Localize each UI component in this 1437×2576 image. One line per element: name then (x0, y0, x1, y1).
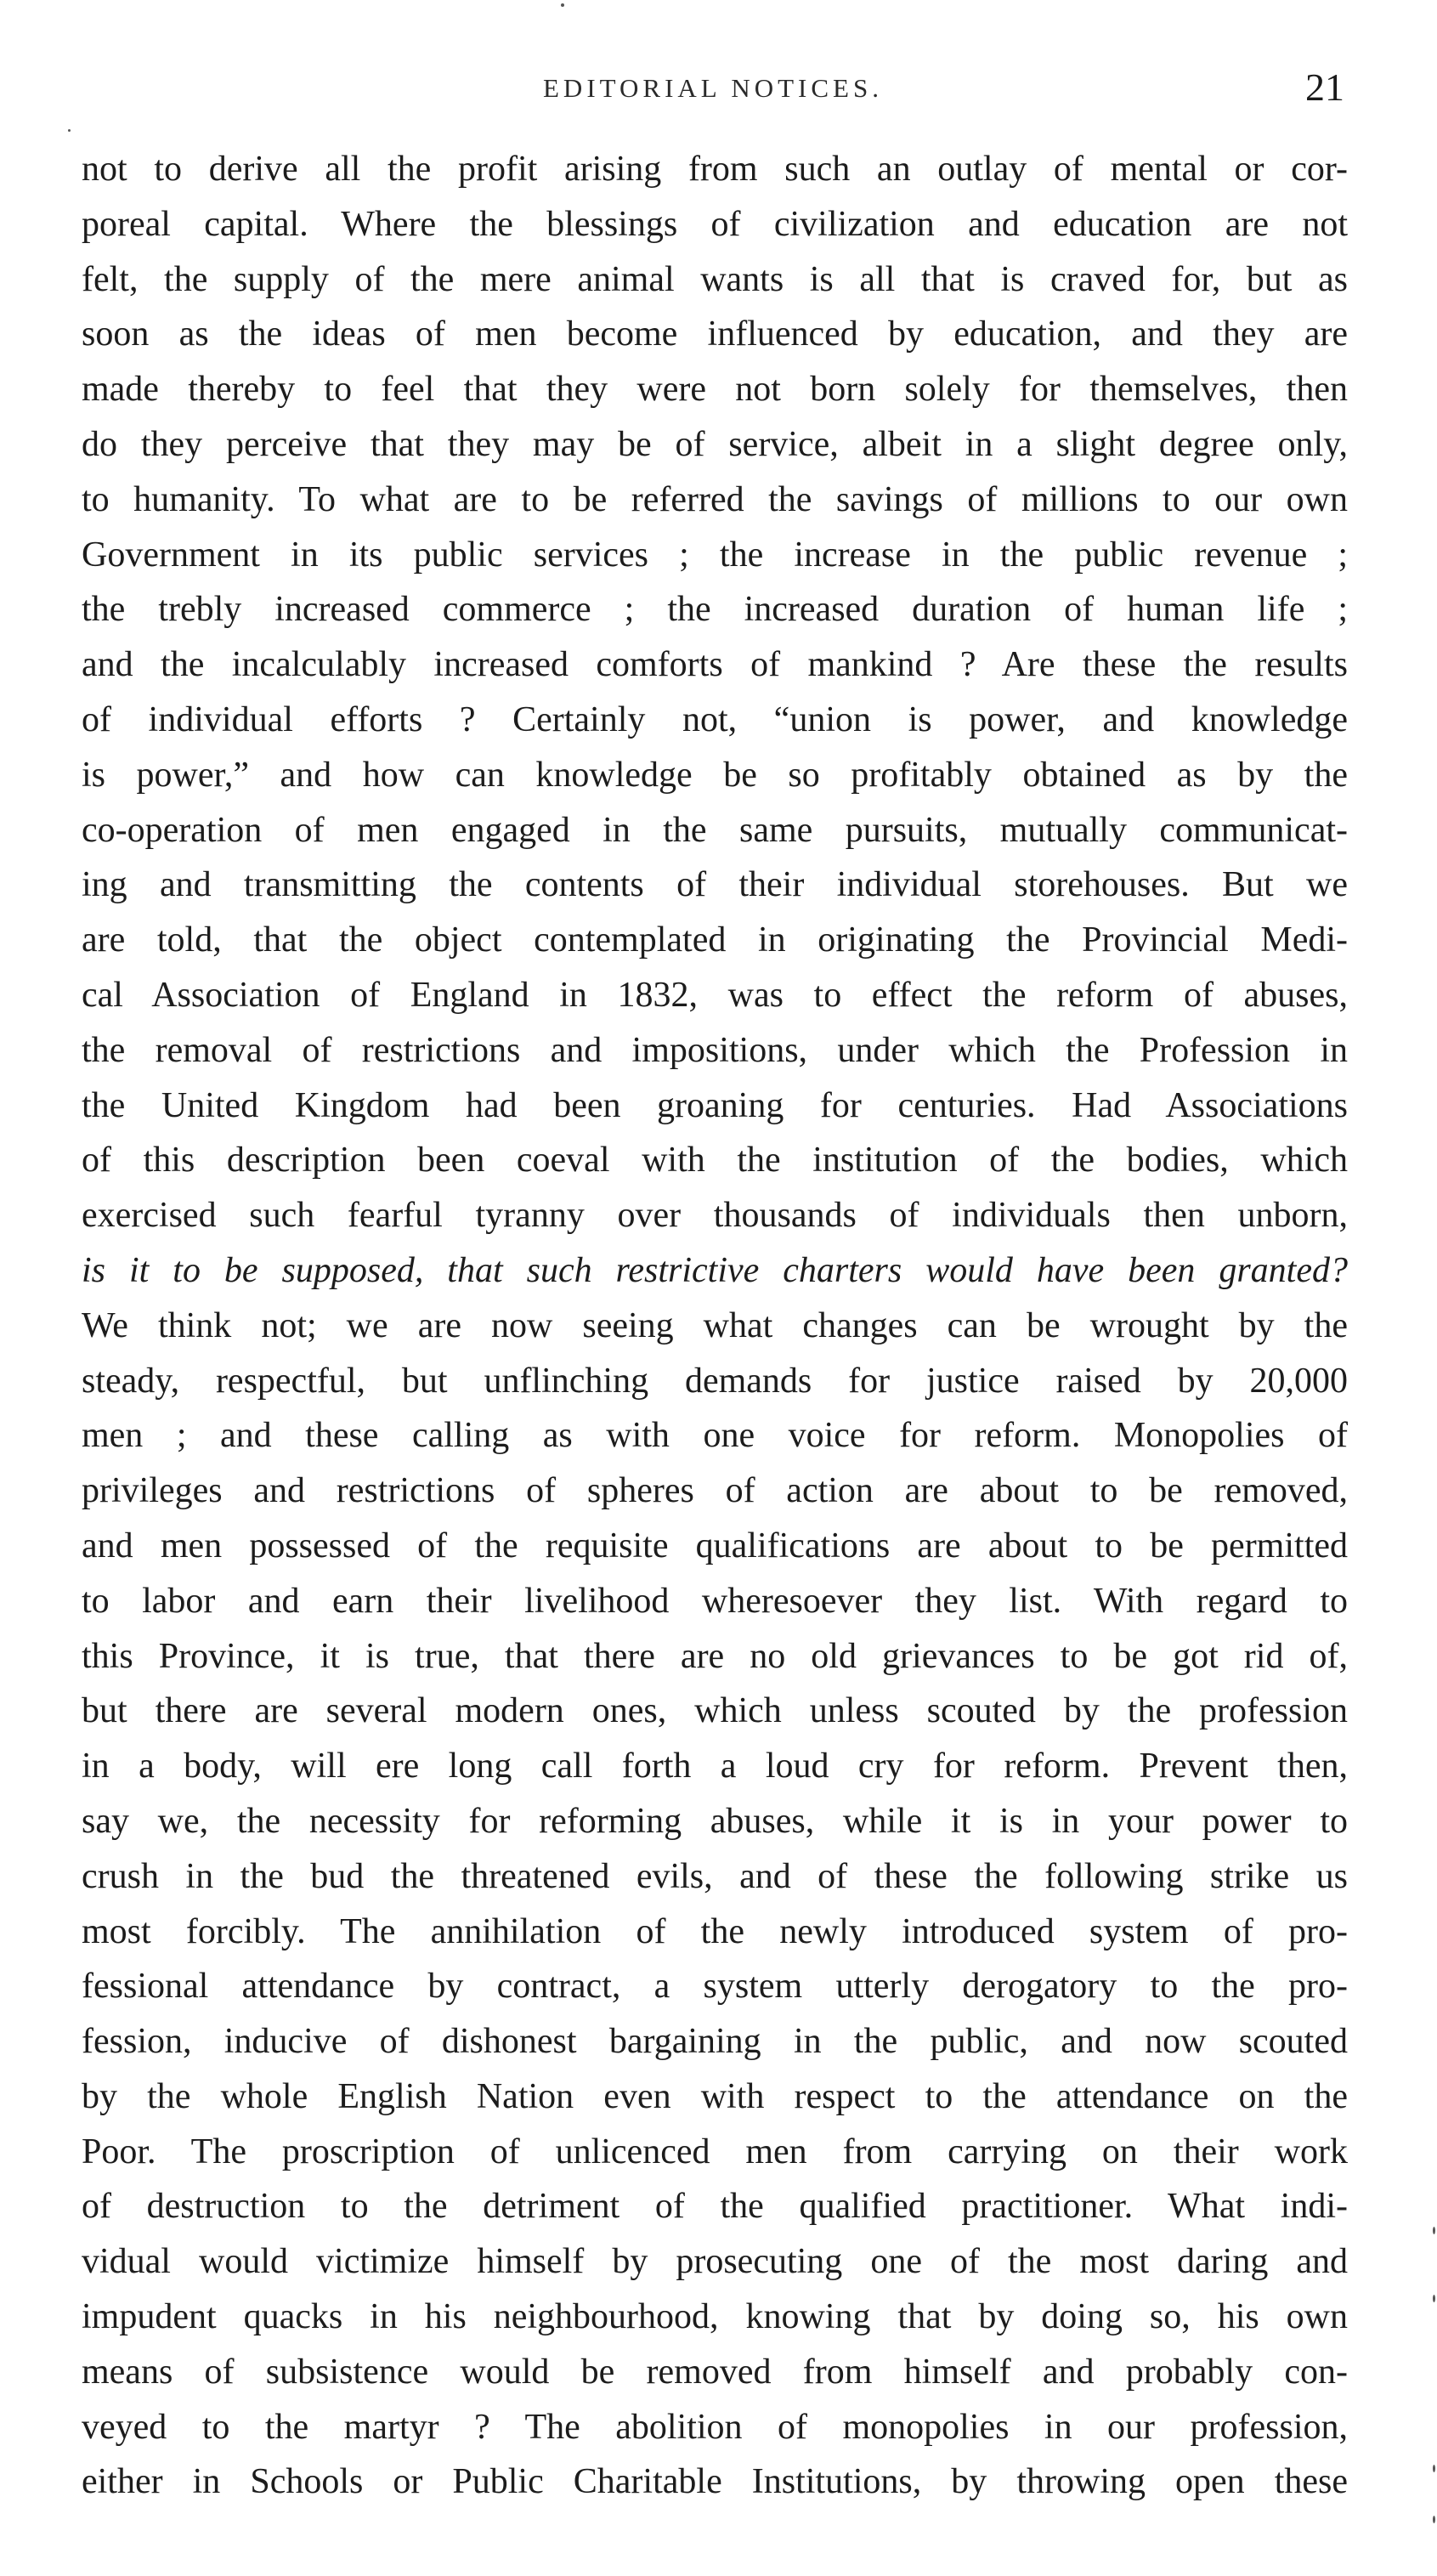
text-line: and the incalculably increased comforts of mankind ? Are these the results (82, 645, 1348, 685)
text-line: vidual would victimize himself by prosecuting one of the most daring and (82, 2242, 1348, 2282)
text-line: of this description been coeval with the institution of the bodies, which (82, 1141, 1348, 1180)
text-line: poreal capital. Where the blessings of civilization and education are not (82, 204, 1348, 244)
text-line: in a body, will ere long call forth a loud cry for reform. Prevent then, (82, 1747, 1348, 1786)
text-line: Government in its public services ; the increase in the public revenue ; (82, 535, 1348, 575)
text-line: the removal of restrictions and impositions, under which the Profession in (82, 1030, 1348, 1070)
text-line: but there are several modern ones, which unless scouted by the profession (82, 1691, 1348, 1731)
paper-speck (1433, 2516, 1435, 2523)
paper-speck (68, 129, 71, 132)
text-line: made thereby to feel that they were not born solely for themselves, then (82, 370, 1348, 410)
text-line: means of subsistence would be removed from himself and probably con- (82, 2352, 1348, 2392)
text-line: to labor and earn their livelihood wheresoever they list. With regard to (82, 1581, 1348, 1621)
paper-speck (561, 3, 564, 7)
text-line: felt, the supply of the mere animal wants is all that is craved for, but as (82, 259, 1348, 299)
text-line: fession, inducive of dishonest bargaining in the public, and now scouted (82, 2022, 1348, 2062)
text-line: by the whole English Nation even with respect to the attendance on the (82, 2076, 1348, 2116)
text-line: of individual efforts ? Certainly not, “union is power, and knowledge (82, 699, 1348, 739)
text-line: the United Kingdom had been groaning for centuries. Had Associations (82, 1085, 1348, 1125)
text-line: to humanity. To what are to be referred the savings of millions to our own (82, 479, 1348, 519)
text-line: do they perceive that they may be of service, albeit in a slight degree only, (82, 424, 1348, 464)
text-line: this Province, it is true, that there are no old grievances to be got rid of, (82, 1636, 1348, 1676)
text-line: steady, respectful, but unflinching demands for justice raised by 20,000 (82, 1361, 1348, 1401)
page-header (82, 65, 1344, 116)
text-line: say we, the necessity for reforming abuses, while it is in your power to (82, 1801, 1348, 1841)
text-line: ing and transmitting the contents of their individual storehouses. But we (82, 865, 1348, 905)
page-number: 21 (1305, 65, 1344, 109)
paper-speck (1433, 2295, 1435, 2302)
text-line: of destruction to the detriment of the qualified practitioner. What indi- (82, 2187, 1348, 2227)
paper-speck (1433, 2227, 1435, 2234)
text-line: the trebly increased commerce ; the increased duration of human life ; (82, 590, 1348, 630)
text-line: veyed to the martyr ? The abolition of monopolies in our profession, (82, 2407, 1348, 2447)
text-line: soon as the ideas of men become influenced by education, and they are (82, 314, 1348, 354)
text-line: impudent quacks in his neighbourhood, knowing that by doing so, his own (82, 2297, 1348, 2337)
text-line: We think not; we are now seeing what changes can be wrought by the (82, 1305, 1348, 1345)
text-line: and men possessed of the requisite qualifications are about to be permitted (82, 1526, 1348, 1565)
text-line: crush in the bud the threatened evils, and of these the following strike us (82, 1856, 1348, 1896)
text-line: cal Association of England in 1832, was to effect the reform of abuses, (82, 975, 1348, 1015)
text-line: Poor. The proscription of unlicenced men from carrying on their work (82, 2132, 1348, 2171)
text-line: privileges and restrictions of spheres of action are about to be removed, (82, 1471, 1348, 1511)
text-line: are told, that the object contemplated in originating the Provincial Medi- (82, 920, 1348, 960)
text-line: co-operation of men engaged in the same pursuits, mutually communicat- (82, 810, 1348, 850)
text-line: is it to be supposed, that such restrictive charters would have been granted? (82, 1250, 1348, 1290)
paper-speck (1433, 2465, 1435, 2472)
text-line: not to derive all the profit arising from such an outlay of mental or cor- (82, 150, 1348, 189)
running-title: EDITORIAL NOTICES. (543, 73, 883, 103)
body-text (82, 142, 1348, 2510)
text-line: most forcibly. The annihilation of the newly introduced system of pro- (82, 1911, 1348, 1951)
text-line: is power,” and how can knowledge be so profitably obtained as by the (82, 755, 1348, 795)
text-line: either in Schools or Public Charitable Institutions, by throwing open these (82, 2462, 1348, 2502)
text-line: exercised such fearful tyranny over thousands of individuals then unborn, (82, 1196, 1348, 1236)
text-line: men ; and these calling as with one voice for reform. Monopolies of (82, 1416, 1348, 1456)
text-line: fessional attendance by contract, a system utterly derogatory to the pro- (82, 1967, 1348, 2007)
